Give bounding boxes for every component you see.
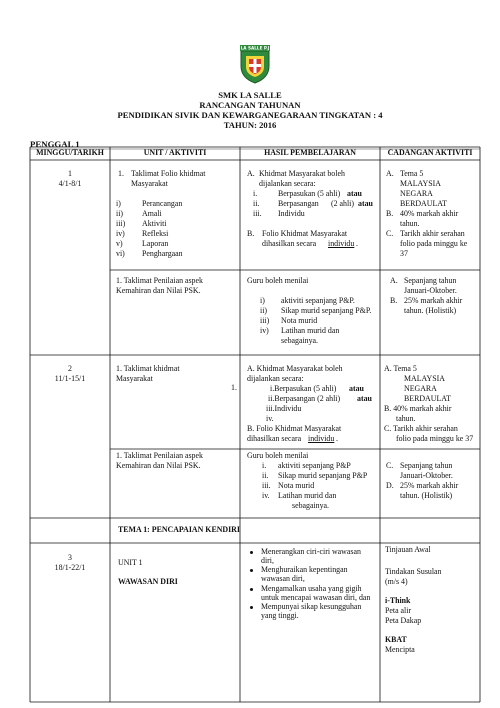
list-item: B. Folio Khidmat Masyarakat bbox=[247, 424, 342, 433]
list-item: Aktiviti bbox=[142, 219, 167, 228]
col-header-hasil: HASIL PEMBELAJARAN bbox=[264, 148, 356, 157]
list-marker: ii) bbox=[260, 306, 268, 315]
list-marker: C. bbox=[386, 229, 394, 238]
list-item: Januari-Oktober. bbox=[400, 471, 453, 480]
list-item: Folio Khidmat Masyarakat bbox=[262, 229, 348, 238]
list-item: Masyarakat bbox=[116, 374, 153, 383]
list-marker: A. bbox=[247, 169, 255, 178]
week-date: 18/1-22/1 bbox=[54, 563, 86, 572]
list-item: Sikap murid sepanjang P&P. bbox=[281, 306, 372, 315]
list-marker: ii) bbox=[116, 209, 124, 218]
list-marker: v) bbox=[116, 239, 123, 248]
school-name: SMK LA SALLE bbox=[218, 90, 282, 100]
section-label: KBAT bbox=[385, 635, 407, 644]
list-item: Mencipta bbox=[385, 645, 415, 654]
list-item: untuk mencapai wawasan diri, dan bbox=[261, 593, 371, 602]
list-item: 40% markah akhir bbox=[400, 209, 459, 218]
list-item: NEGARA bbox=[404, 384, 437, 393]
list-item: Kemahiran dan Nilai PSK. bbox=[116, 286, 201, 295]
list-item: A. Tema 5 bbox=[384, 364, 417, 373]
list-item: 1. Taklimat khidmat bbox=[116, 364, 180, 373]
list-item: folio pada minggu ke 37 bbox=[396, 434, 474, 443]
list-item: 25% markah akhir bbox=[400, 481, 459, 490]
list-item: MALAYSIA bbox=[404, 374, 445, 383]
underlined-text: individu bbox=[328, 239, 355, 248]
list-item: 37 bbox=[400, 249, 408, 258]
list-item: Berpasukan (5 ahli) bbox=[278, 189, 341, 198]
list-marker: i. bbox=[253, 189, 258, 198]
paragraph: Guru boleh menilai bbox=[247, 276, 309, 285]
list-item: tahun. bbox=[400, 219, 420, 228]
list-item: i.Berpasukan (5 ahli) bbox=[270, 384, 337, 393]
list-item: iii.Individu bbox=[266, 404, 302, 413]
list-item: Perancangan bbox=[142, 199, 183, 208]
list-item: Tema 5 bbox=[400, 169, 424, 178]
list-marker: iv. bbox=[266, 414, 274, 423]
list-item: tahun. (Holistik) bbox=[400, 491, 453, 500]
list-item: Masyarakat bbox=[131, 179, 168, 188]
list-marker: iv) bbox=[116, 229, 125, 238]
unit-title: WAWASAN DIRI bbox=[118, 577, 178, 586]
list-item: A. Khidmat Masyarakat boleh bbox=[247, 364, 343, 373]
list-item: dihasilkan secara bbox=[262, 239, 317, 248]
emphasis-text: atau bbox=[349, 384, 364, 393]
term-label: PENGGAL 1 bbox=[30, 139, 80, 149]
list-item: aktiviti sepanjang P&P. bbox=[281, 296, 355, 305]
list-marker: iii. bbox=[253, 209, 262, 218]
week-number: 3 bbox=[68, 553, 72, 562]
list-item: Refleksi bbox=[142, 229, 169, 238]
list-item: Taklimat Folio khidmat bbox=[131, 169, 206, 178]
list-item: 1. Taklimat Penilaian aspek bbox=[116, 276, 203, 285]
bullet-icon bbox=[250, 551, 253, 554]
list-marker: iii. bbox=[262, 481, 271, 490]
col-header-cadangan: CADANGAN AKTIVITI bbox=[387, 148, 473, 157]
list-marker: i. bbox=[262, 461, 267, 470]
list-marker: i) bbox=[260, 296, 265, 305]
list-item: Amali bbox=[142, 209, 162, 218]
list-item: Peta Dakap bbox=[385, 616, 422, 625]
list-item: Latihan murid dan bbox=[281, 326, 340, 335]
list-marker: ii. bbox=[253, 199, 260, 208]
underlined-text: individu bbox=[308, 434, 335, 443]
list-marker: iv. bbox=[262, 491, 270, 500]
list-item: Mempunyai sikap kesungguhan bbox=[261, 602, 362, 611]
list-item: sebagainya. bbox=[281, 336, 319, 345]
list-item: Nota murid bbox=[278, 481, 315, 490]
list-item: Sepanjang tahun bbox=[404, 276, 457, 285]
list-item: 25% markah akhir bbox=[404, 296, 463, 305]
emphasis-text: atau bbox=[347, 189, 362, 198]
list-item: wawasan diri, bbox=[261, 574, 305, 583]
logo-text: LA SALLE P.J bbox=[240, 45, 270, 51]
emphasis-text: atau bbox=[358, 199, 373, 208]
plan-title: RANCANGAN TAHUNAN bbox=[199, 100, 301, 110]
list-marker: C. bbox=[386, 461, 394, 470]
list-item: Tarikh akhir serahan bbox=[400, 229, 465, 238]
list-item: diri, bbox=[261, 556, 274, 565]
list-item: aktiviti sepanjang P&P bbox=[278, 461, 351, 470]
list-item: BERDAULAT bbox=[404, 394, 451, 403]
list-marker: B. bbox=[390, 296, 398, 305]
list-item: yang tinggi. bbox=[261, 611, 299, 620]
list-item: Latihan murid dan bbox=[278, 491, 337, 500]
year-title: TAHUN: 2016 bbox=[223, 120, 277, 130]
list-marker: i) bbox=[116, 199, 121, 208]
list-number: 1. bbox=[118, 169, 124, 178]
list-item: Individu bbox=[278, 209, 305, 218]
list-item: Berpasangan bbox=[278, 199, 319, 208]
list-item: Nota murid bbox=[281, 316, 318, 325]
list-item: Mengamalkan usaha yang gigih bbox=[261, 584, 362, 593]
list-item: NEGARA bbox=[400, 189, 433, 198]
list-marker: A. bbox=[386, 169, 394, 178]
list-marker: B. bbox=[247, 229, 255, 238]
list-item: Sepanjang tahun bbox=[400, 461, 453, 470]
list-item: tahun. (Holistik) bbox=[404, 306, 457, 315]
section-label: i-Think bbox=[385, 596, 411, 605]
paragraph: Guru boleh menilai bbox=[247, 451, 309, 460]
list-item: Menghuraikan kepentingan bbox=[261, 565, 348, 574]
list-item: Tinjauan Awal bbox=[385, 545, 431, 554]
list-marker: A. bbox=[390, 276, 398, 285]
theme-title: TEMA 1: PENCAPAIAN KENDIRI bbox=[118, 525, 240, 534]
list-item: Peta alir bbox=[385, 606, 412, 615]
list-item: dihasilkan secara bbox=[247, 434, 302, 443]
list-item: BERDAULAT bbox=[400, 199, 447, 208]
bullet-icon bbox=[250, 606, 253, 609]
week-number: 2 bbox=[68, 364, 72, 373]
list-item: C. Tarikh akhir serahan bbox=[384, 424, 458, 433]
list-marker: D. bbox=[386, 481, 394, 490]
list-item: sebagainya. bbox=[292, 501, 330, 510]
punctuation: . bbox=[356, 239, 358, 248]
punctuation: . bbox=[336, 434, 338, 443]
list-item: ii.Berpasangan (2 ahli) bbox=[268, 394, 341, 403]
list-marker: B. bbox=[386, 209, 394, 218]
unit-number: UNIT 1 bbox=[118, 558, 143, 567]
bullet-icon bbox=[250, 588, 253, 591]
emphasis-text: atau bbox=[357, 394, 372, 403]
list-item: folio pada minggu ke bbox=[400, 239, 468, 248]
list-item: Laporan bbox=[142, 239, 169, 248]
list-item: tahun. bbox=[396, 414, 416, 423]
list-item: Penghargaan bbox=[142, 249, 183, 258]
list-item: MALAYSIA bbox=[400, 179, 441, 188]
list-item: Januari-Oktober. bbox=[404, 286, 457, 295]
list-marker: iii) bbox=[260, 316, 270, 325]
list-item: Tindakan Susulan bbox=[385, 567, 442, 576]
list-marker: iv) bbox=[260, 326, 269, 335]
week-date: 11/1-15/1 bbox=[54, 374, 86, 383]
list-item: 1. Taklimat Penilaian aspek bbox=[116, 451, 203, 460]
list-item: (m/s 4) bbox=[385, 577, 408, 586]
list-marker: vi) bbox=[116, 249, 125, 258]
subject-title: PENDIDIKAN SIVIK DAN KEWARGANEGARAAN TINGKATAN : 4 bbox=[117, 110, 383, 120]
list-item: Menerangkan ciri-ciri wawasan bbox=[261, 547, 361, 556]
col-header-minggu: MINGGU/TARIKH bbox=[36, 148, 104, 157]
list-marker: iii) bbox=[116, 219, 126, 228]
list-marker: ii. bbox=[262, 471, 269, 480]
list-item: B. 40% markah akhir bbox=[384, 404, 452, 413]
list-item: Kemahiran dan Nilai PSK. bbox=[116, 461, 201, 470]
week-date: 4/1-8/1 bbox=[58, 179, 82, 188]
list-item: Sikap murid sepanjang P&P bbox=[278, 471, 368, 480]
list-item: (2 ahli) bbox=[331, 199, 355, 208]
week-number: 1 bbox=[68, 169, 72, 178]
list-item: dijalankan secara: bbox=[247, 374, 304, 383]
col-header-unit: UNIT / AKTIVITI bbox=[143, 148, 207, 157]
list-item: dijalankan secara: bbox=[259, 179, 316, 188]
list-marker: 1. bbox=[231, 383, 237, 392]
bullet-icon bbox=[250, 569, 253, 572]
list-item: Khidmat Masyarakat boleh bbox=[259, 169, 345, 178]
